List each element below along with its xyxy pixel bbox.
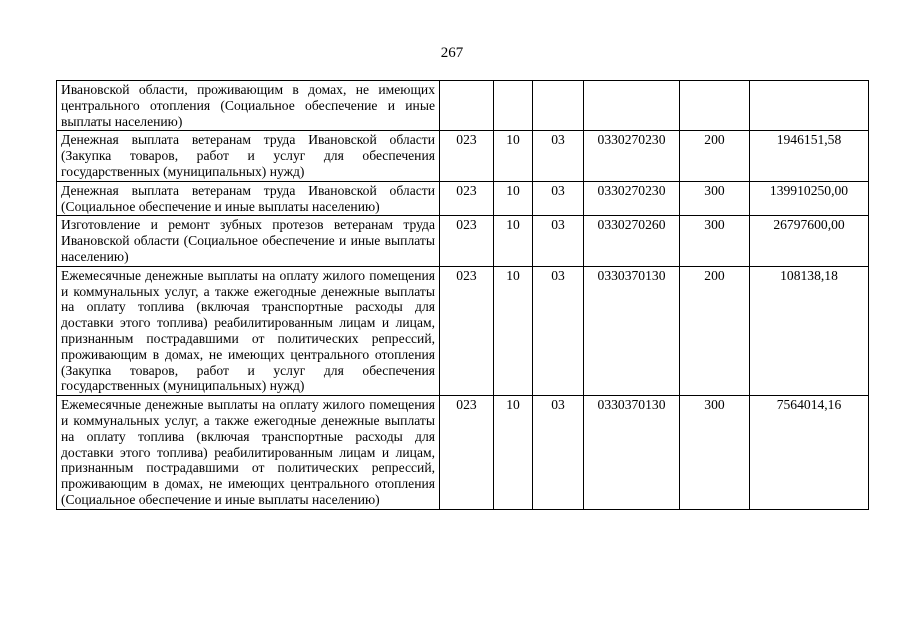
- ministry-code: 023: [440, 396, 494, 510]
- section-code: 10: [494, 131, 533, 181]
- target-article-code: 0330370130: [584, 266, 680, 395]
- table-row: [57, 266, 869, 395]
- expense-type-code: 300: [680, 216, 750, 266]
- expense-type-code: 300: [680, 396, 750, 510]
- row-description: Ивановской области, проживающим в домах, не имеющих центрального отопления (Социальное обеспечение и иные выплаты населению): [57, 81, 440, 131]
- ministry-code: 023: [440, 131, 494, 181]
- amount: 139910250,00: [750, 181, 869, 216]
- row-description: Ежемесячные денежные выплаты на оплату жилого помещения и коммунальных услуг, а также ежегодные денежные выплаты на оплату топлива (включая транспортные расходы для доставки этого топлива) реабилитированным лицам и лицам, признанным пострадавшими от политических репрессий, проживающим в домах, не имеющих центрального отопления (Социальное обеспечение и иные выплаты населению): [57, 396, 440, 510]
- target-article-code: 0330370130: [584, 396, 680, 510]
- section-code: [494, 81, 533, 131]
- table-row: [57, 131, 869, 181]
- amount: 26797600,00: [750, 216, 869, 266]
- row-description: Изготовление и ремонт зубных протезов ветеранам труда Ивановской области (Социальное обеспечение и иные выплаты населению): [57, 216, 440, 266]
- expense-type-code: [680, 81, 750, 131]
- table-row: [57, 81, 869, 131]
- row-description: Ежемесячные денежные выплаты на оплату жилого помещения и коммунальных услуг, а также ежегодные денежные выплаты на оплату топлива (включая транспортные расходы для доставки этого топлива) реабилитированным лицам и лицам, признанным пострадавшими от политических репрессий, проживающим в домах, не имеющих центрального отопления (Закупка товаров, работ и услуг для обеспечения государственных (муниципальных) нужд): [57, 266, 440, 395]
- subsection-code: [533, 81, 584, 131]
- expense-type-code: 200: [680, 266, 750, 395]
- budget-table: [56, 80, 869, 510]
- subsection-code: 03: [533, 216, 584, 266]
- section-code: 10: [494, 266, 533, 395]
- ministry-code: 023: [440, 266, 494, 395]
- row-description: Денежная выплата ветеранам труда Ивановской области (Социальное обеспечение и иные выплаты населению): [57, 181, 440, 216]
- section-code: 10: [494, 216, 533, 266]
- ministry-code: 023: [440, 181, 494, 216]
- row-description: Денежная выплата ветеранам труда Ивановской области (Закупка товаров, работ и услуг для обеспечения государственных (муниципальных) нужд): [57, 131, 440, 181]
- target-article-code: 0330270260: [584, 216, 680, 266]
- subsection-code: 03: [533, 131, 584, 181]
- amount: 7564014,16: [750, 396, 869, 510]
- expense-type-code: 200: [680, 131, 750, 181]
- subsection-code: 03: [533, 266, 584, 395]
- section-code: 10: [494, 396, 533, 510]
- ministry-code: [440, 81, 494, 131]
- subsection-code: 03: [533, 181, 584, 216]
- expense-type-code: 300: [680, 181, 750, 216]
- table-row: [57, 396, 869, 510]
- table-row: [57, 181, 869, 216]
- target-article-code: 0330270230: [584, 181, 680, 216]
- amount: [750, 81, 869, 131]
- subsection-code: 03: [533, 396, 584, 510]
- target-article-code: 0330270230: [584, 131, 680, 181]
- amount: 108138,18: [750, 266, 869, 395]
- page-number: 267: [440, 45, 464, 61]
- ministry-code: 023: [440, 216, 494, 266]
- amount: 1946151,58: [750, 131, 869, 181]
- table-row: [57, 216, 869, 266]
- section-code: 10: [494, 181, 533, 216]
- target-article-code: [584, 81, 680, 131]
